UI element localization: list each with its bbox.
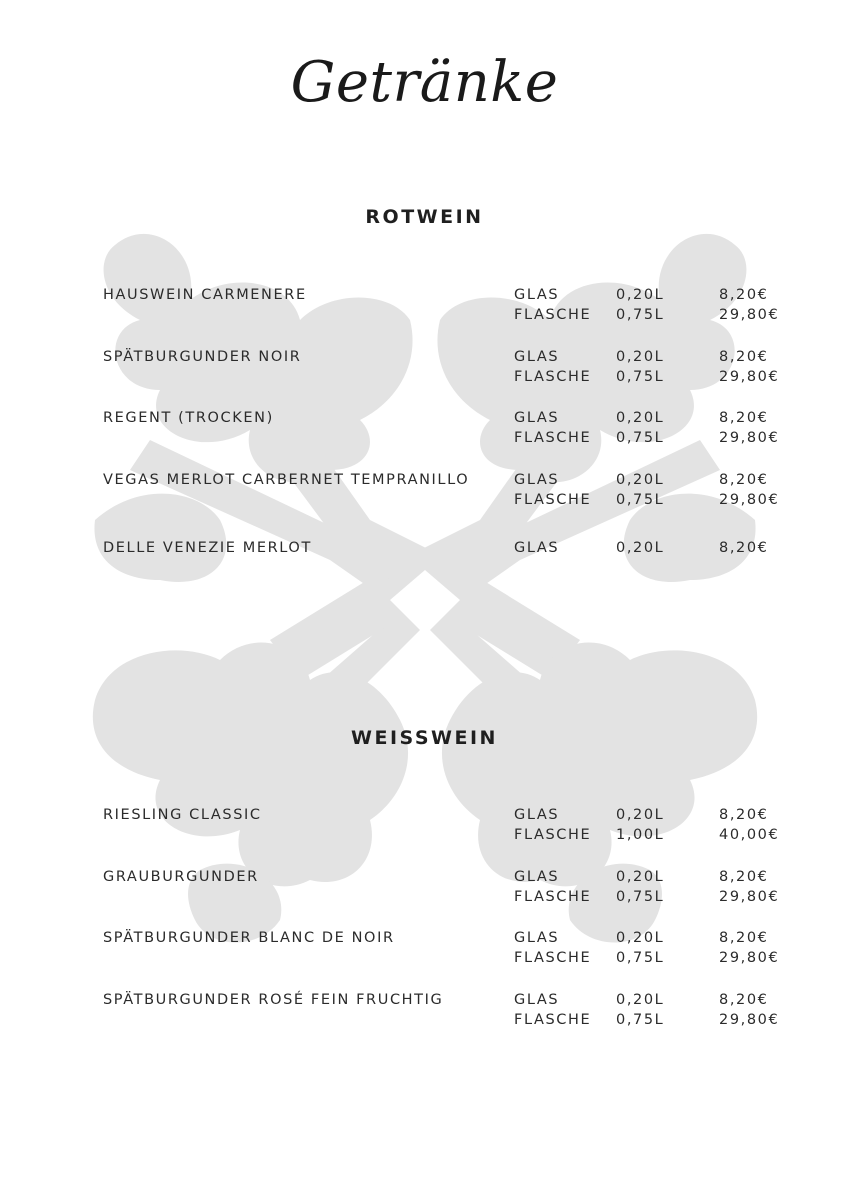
serving-size: FLASCHE	[514, 430, 592, 446]
serving-volume: 1,00L	[616, 827, 665, 843]
serving-size: FLASCHE	[514, 889, 592, 905]
serving-volume: 0,75L	[616, 1012, 665, 1028]
serving-volume: 0,75L	[616, 430, 665, 446]
serving-price: 8,20€	[719, 349, 769, 365]
serving-price: 8,20€	[719, 869, 769, 885]
serving-volume: 0,75L	[616, 889, 665, 905]
page-title: Getränke	[290, 50, 559, 115]
serving-volume: 0,75L	[616, 369, 665, 385]
serving-size: FLASCHE	[514, 492, 592, 508]
serving-size: FLASCHE	[514, 369, 592, 385]
serving-price: 8,20€	[719, 540, 769, 556]
serving-size: GLAS	[514, 930, 560, 946]
serving-price: 8,20€	[719, 410, 769, 426]
wine-name: VEGAS MERLOT CARBERNET TEMPRANILLO	[103, 472, 470, 488]
section-heading-weisswein: WEISSWEIN	[351, 727, 498, 749]
serving-size: GLAS	[514, 472, 560, 488]
serving-price: 29,80€	[719, 307, 780, 323]
serving-volume: 0,20L	[616, 472, 665, 488]
serving-volume: 0,20L	[616, 349, 665, 365]
serving-size: GLAS	[514, 540, 560, 556]
serving-volume: 0,20L	[616, 287, 665, 303]
serving-size: FLASCHE	[514, 950, 592, 966]
serving-size: GLAS	[514, 287, 560, 303]
serving-price: 8,20€	[719, 807, 769, 823]
wine-name: REGENT (TROCKEN)	[103, 410, 274, 426]
serving-size: GLAS	[514, 807, 560, 823]
wine-name: HAUSWEIN CARMENERE	[103, 287, 307, 303]
serving-price: 29,80€	[719, 1012, 780, 1028]
serving-volume: 0,75L	[616, 950, 665, 966]
serving-volume: 0,20L	[616, 807, 665, 823]
wine-name: SPÄTBURGUNDER BLANC DE NOIR	[103, 930, 395, 946]
serving-price: 29,80€	[719, 889, 780, 905]
serving-volume: 0,75L	[616, 307, 665, 323]
serving-price: 40,00€	[719, 827, 780, 843]
serving-volume: 0,20L	[616, 540, 665, 556]
serving-size: FLASCHE	[514, 307, 592, 323]
serving-volume: 0,20L	[616, 869, 665, 885]
serving-price: 29,80€	[719, 950, 780, 966]
wine-name: RIESLING CLASSIC	[103, 807, 262, 823]
serving-volume: 0,20L	[616, 930, 665, 946]
serving-price: 29,80€	[719, 430, 780, 446]
serving-price: 8,20€	[719, 287, 769, 303]
serving-size: GLAS	[514, 349, 560, 365]
serving-price: 8,20€	[719, 930, 769, 946]
serving-size: GLAS	[514, 869, 560, 885]
serving-price: 8,20€	[719, 472, 769, 488]
serving-size: FLASCHE	[514, 827, 592, 843]
serving-price: 29,80€	[719, 369, 780, 385]
serving-size: GLAS	[514, 410, 560, 426]
serving-volume: 0,75L	[616, 492, 665, 508]
serving-volume: 0,20L	[616, 992, 665, 1008]
serving-price: 8,20€	[719, 992, 769, 1008]
serving-size: FLASCHE	[514, 1012, 592, 1028]
wine-name: DELLE VENEZIE MERLOT	[103, 540, 312, 556]
serving-size: GLAS	[514, 992, 560, 1008]
section-heading-rotwein: ROTWEIN	[365, 206, 484, 228]
serving-price: 29,80€	[719, 492, 780, 508]
wine-name: GRAUBURGUNDER	[103, 869, 259, 885]
serving-volume: 0,20L	[616, 410, 665, 426]
wine-name: SPÄTBURGUNDER ROSÉ FEIN FRUCHTIG	[103, 992, 444, 1008]
wine-name: SPÄTBURGUNDER NOIR	[103, 349, 302, 365]
